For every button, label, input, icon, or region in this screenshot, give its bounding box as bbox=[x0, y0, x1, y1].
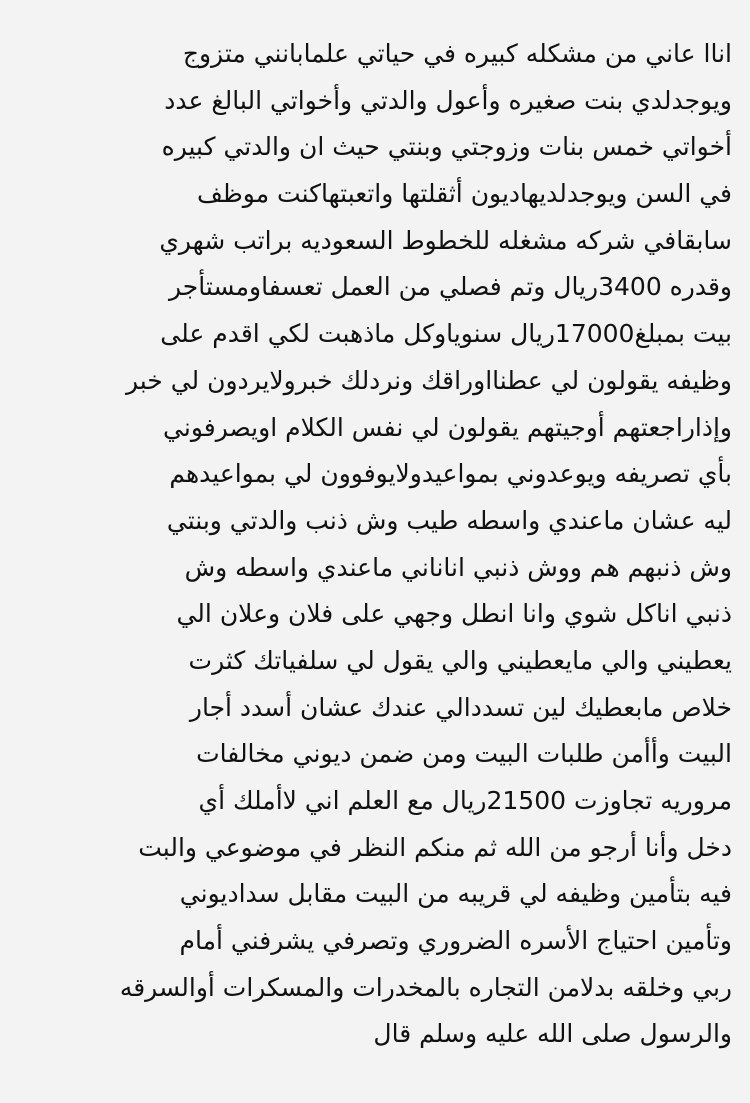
note-line: مروريه تجاوزت 21500ريال مع العلم اني لاأملك أي bbox=[198, 786, 732, 815]
note-line: فيه بتأمين وظيفه لي قريبه من البيت مقابل سداديوني bbox=[179, 879, 732, 909]
note-line: اناا عاني من مشكله كبيره في حياتي علمابانني متزوج bbox=[182, 39, 732, 68]
note-line: ليه عشان ماعندي واسطه طيب وش ذنب والدتي وبنتي bbox=[166, 505, 732, 535]
note-line: في السن ويوجدلديهاديون أثقلتها واتعبتهاكنت موظف bbox=[197, 179, 732, 209]
note-line: والرسول صلى الله عليه وسلم قال bbox=[373, 1019, 732, 1049]
note-line: وتأمين احتياج الأسره الضروري وتصرفي يشرفني أمام bbox=[179, 926, 732, 956]
note-line: وإذاراجعتهم أوجيتهم يقولون لي نفس الكلام اويصرفوني bbox=[163, 412, 732, 442]
note-line: بيت بمبلغ17000ريال سنوياوكل ماذهبت لكي اقدم على bbox=[160, 319, 732, 349]
note-line: وظيفه يقولون لي عطنااوراقك ونردلك خبرولايردون لي خبر bbox=[125, 365, 732, 395]
note-line: ذنبي اناكل شوي وانا انطل وجهي على فلان وعلان الي bbox=[176, 599, 732, 629]
note-line: وقدره 3400ريال وتم فصلي من العمل تعسفاومستأجر bbox=[168, 272, 732, 302]
note-line: بأي تصريفه ويوعدوني بمواعيدولايوفوون لي بمواعيدهم bbox=[169, 459, 732, 489]
note-line: ويوجدلدي بنت صغيره وأعول والدتي وأخواتي البالغ عدد bbox=[164, 85, 732, 115]
note-line: أخواتي خمس بنات وزوجتي وبنتي حيث ان والدتي كبيره bbox=[161, 132, 732, 162]
note-line: وش ذنبهم هم ووش ذنبي اناناني ماعندي واسطه وش bbox=[184, 552, 732, 582]
note-line: دخل وأنا أرجو من الله ثم منكم النظر في موضوعي والبت bbox=[138, 832, 732, 862]
note-line: خلاص مابعطيك لين تسددالي عندك عشان أسدد أجار bbox=[189, 692, 732, 722]
note-line: ربي وخلقه بدلامن التجاره بالمخدرات والمسكرات أوالسرقه bbox=[119, 972, 732, 1002]
note-text-block bbox=[58, 31, 732, 1058]
note-line: يعطيني والي مايعطيني والي يقول لي سلفياتك كثرت bbox=[188, 645, 732, 675]
note-line: سابقافي شركه مشغله للخطوط السعوديه براتب شهري bbox=[159, 225, 732, 255]
note-line: البيت وأأمن طلبات البيت ومن ضمن ديوني مخالفات bbox=[196, 739, 732, 769]
